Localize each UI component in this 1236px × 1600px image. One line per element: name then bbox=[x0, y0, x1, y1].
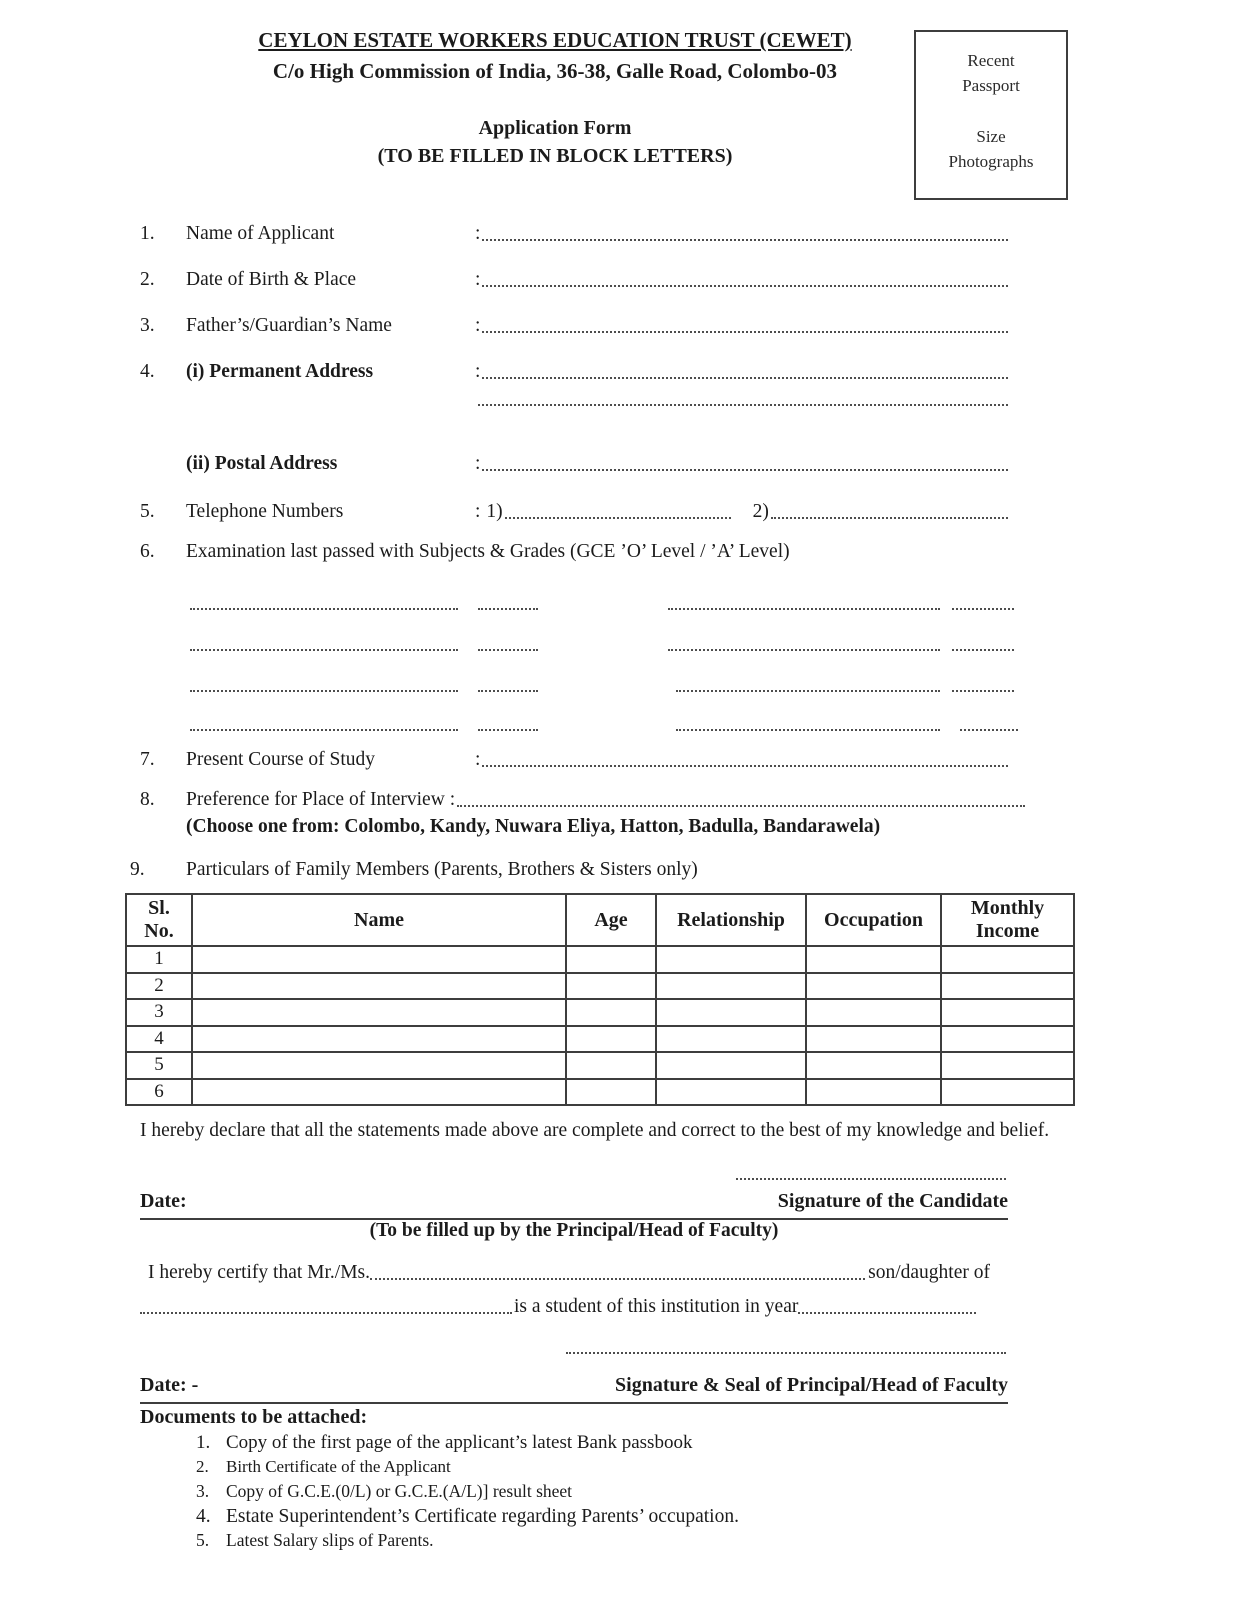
exam-grade-line bbox=[952, 649, 1014, 651]
field-row-permanent-address bbox=[140, 360, 1008, 383]
photo-box-label-recent-passport: Recent Passport bbox=[962, 51, 1020, 95]
relationship-cell bbox=[656, 973, 806, 1000]
fill-line-address-continuation bbox=[478, 404, 1008, 406]
signature-of-candidate-label: Signature of the Candidate bbox=[777, 1190, 1008, 1212]
exam-subject-line bbox=[668, 649, 940, 651]
declaration-text: I hereby declare that all the statements made above are complete and correct to the best of my knowledge and belief. bbox=[140, 1119, 1050, 1141]
exam-grade-line bbox=[478, 690, 538, 692]
document-text: Latest Salary slips of Parents. bbox=[226, 1530, 434, 1551]
field-colon: : bbox=[475, 315, 481, 336]
field-number: 9. bbox=[130, 859, 145, 880]
documents-list bbox=[196, 1432, 1036, 1555]
field-number: 1. bbox=[140, 223, 155, 244]
field-row-postal-address bbox=[140, 452, 1008, 475]
fill-line-phone-2 bbox=[771, 517, 1008, 519]
document-text: Copy of the first page of the applicant’s latest Bank passbook bbox=[226, 1432, 693, 1453]
table-row bbox=[126, 999, 1074, 1026]
document-item bbox=[196, 1506, 1036, 1531]
exam-subject-line bbox=[676, 729, 940, 731]
occupation-cell bbox=[806, 1052, 941, 1079]
fill-line bbox=[457, 805, 1025, 807]
column-header-name: Name bbox=[192, 894, 566, 946]
sl-cell: 3 bbox=[126, 999, 192, 1026]
sl-cell: 6 bbox=[126, 1079, 192, 1106]
field-colon: : bbox=[475, 269, 481, 290]
field-colon: : bbox=[475, 749, 481, 770]
age-cell bbox=[566, 1026, 656, 1053]
name-cell bbox=[192, 1052, 566, 1079]
occupation-cell bbox=[806, 999, 941, 1026]
field-label: (i) Permanent Address bbox=[186, 361, 374, 382]
income-cell bbox=[941, 1052, 1074, 1079]
principal-section-heading: (To be filled up by the Principal/Head of Faculty) bbox=[369, 1220, 779, 1241]
exam-grade-line bbox=[478, 729, 538, 731]
occupation-cell bbox=[806, 973, 941, 1000]
form-subtitle: (TO BE FILLED IN BLOCK LETTERS) bbox=[377, 145, 733, 167]
field-row-present-course bbox=[140, 748, 1008, 771]
phone-prefix-1: 1) bbox=[486, 501, 503, 522]
document-number: 3. bbox=[196, 1481, 210, 1502]
income-cell bbox=[941, 1079, 1074, 1106]
field-row-telephone-numbers bbox=[140, 500, 1008, 523]
certify-line-1 bbox=[148, 1262, 990, 1284]
name-cell bbox=[192, 1026, 566, 1053]
field-label: Examination last passed with Subjects & Grades (GCE ’O’ Level / ’A’ Level) bbox=[186, 541, 790, 562]
family-members-table bbox=[125, 893, 1075, 1106]
field-row-examination bbox=[140, 540, 1008, 563]
document-number: 1. bbox=[196, 1432, 211, 1453]
fill-line-year bbox=[798, 1312, 976, 1314]
name-cell bbox=[192, 946, 566, 973]
field-colon: : bbox=[475, 453, 481, 474]
interview-place-choices bbox=[140, 815, 1008, 838]
exam-subject-line bbox=[190, 690, 458, 692]
age-cell bbox=[566, 1052, 656, 1079]
field-colon: : bbox=[449, 789, 456, 810]
exam-subject-line bbox=[676, 690, 940, 692]
document-number: 4. bbox=[196, 1505, 211, 1527]
document-item bbox=[196, 1457, 1036, 1482]
relationship-cell bbox=[656, 1026, 806, 1053]
field-label: Telephone Numbers bbox=[186, 501, 344, 522]
certify-line-2 bbox=[140, 1296, 976, 1318]
fill-line bbox=[482, 765, 1008, 767]
document-item bbox=[196, 1481, 1036, 1506]
date-label: Date: bbox=[140, 1190, 187, 1212]
principal-signature-dotted-line bbox=[566, 1352, 1006, 1354]
table-row bbox=[126, 1052, 1074, 1079]
field-row-name-of-applicant bbox=[140, 222, 1008, 245]
sl-cell: 1 bbox=[126, 946, 192, 973]
field-label: Preference for Place of Interview bbox=[186, 789, 445, 810]
photo-box bbox=[914, 30, 1068, 200]
document-number: 5. bbox=[196, 1530, 210, 1551]
field-row-family-members bbox=[130, 858, 1008, 881]
organisation-title: CEYLON ESTATE WORKERS EDUCATION TRUST (CEWET) bbox=[258, 28, 852, 52]
field-number: 6. bbox=[140, 541, 155, 562]
occupation-cell bbox=[806, 1079, 941, 1106]
fill-line bbox=[482, 239, 1008, 241]
exam-grade-line bbox=[478, 649, 538, 651]
age-cell bbox=[566, 973, 656, 1000]
documents-heading: Documents to be attached: bbox=[140, 1406, 368, 1428]
exam-grade-line bbox=[960, 729, 1018, 731]
column-header-sl-no: Sl. No. bbox=[126, 894, 192, 946]
fill-line-student-name bbox=[370, 1278, 865, 1280]
document-item bbox=[196, 1530, 1036, 1555]
table-row bbox=[126, 1026, 1074, 1053]
name-cell bbox=[192, 1079, 566, 1106]
table-row bbox=[126, 1079, 1074, 1106]
exam-subject-line bbox=[190, 729, 458, 731]
relationship-cell bbox=[656, 1079, 806, 1106]
candidate-date-signature-row bbox=[140, 1190, 1008, 1220]
income-cell bbox=[941, 946, 1074, 973]
income-cell bbox=[941, 973, 1074, 1000]
sl-cell: 4 bbox=[126, 1026, 192, 1053]
field-label: Present Course of Study bbox=[186, 749, 376, 770]
field-number: 4. bbox=[140, 361, 155, 382]
field-colon: : bbox=[475, 223, 481, 244]
relationship-cell bbox=[656, 999, 806, 1026]
exam-grade-line bbox=[952, 608, 1014, 610]
table-header-row bbox=[126, 894, 1074, 946]
fill-line bbox=[482, 331, 1008, 333]
age-cell bbox=[566, 946, 656, 973]
relationship-cell bbox=[656, 946, 806, 973]
field-label: (ii) Postal Address bbox=[186, 453, 338, 474]
relationship-cell bbox=[656, 1052, 806, 1079]
exam-subject-line bbox=[190, 608, 458, 610]
organisation-address: C/o High Commission of India, 36-38, Galle Road, Colombo-03 bbox=[272, 59, 838, 83]
principal-date-signature-row bbox=[140, 1374, 1008, 1404]
column-header-occupation: Occupation bbox=[806, 894, 941, 946]
choices-note: (Choose one from: Colombo, Kandy, Nuwara Eliya, Hatton, Badulla, Bandarawela) bbox=[186, 816, 881, 837]
field-row-date-of-birth bbox=[140, 268, 1008, 291]
field-label: Date of Birth & Place bbox=[186, 269, 357, 290]
field-number: 2. bbox=[140, 269, 155, 290]
income-cell bbox=[941, 999, 1074, 1026]
field-label: Father’s/Guardian’s Name bbox=[186, 315, 392, 336]
fill-line bbox=[482, 285, 1008, 287]
age-cell bbox=[566, 1079, 656, 1106]
field-label: Particulars of Family Members (Parents, Brothers & Sisters only) bbox=[186, 859, 698, 880]
principal-signature-label: Signature & Seal of Principal/Head of Faculty bbox=[615, 1374, 1008, 1396]
certify-middle: son/daughter of bbox=[868, 1262, 990, 1283]
exam-subject-line bbox=[190, 649, 458, 651]
fill-line-phone-1 bbox=[505, 517, 731, 519]
sl-cell: 5 bbox=[126, 1052, 192, 1079]
sl-cell: 2 bbox=[126, 973, 192, 1000]
field-label: Name of Applicant bbox=[186, 223, 335, 244]
age-cell bbox=[566, 999, 656, 1026]
principal-date-label: Date: - bbox=[140, 1374, 199, 1396]
fill-line bbox=[482, 377, 1008, 379]
occupation-cell bbox=[806, 1026, 941, 1053]
candidate-signature-dotted-line bbox=[736, 1178, 1006, 1180]
field-number: 3. bbox=[140, 315, 155, 336]
field-number: 8. bbox=[140, 789, 155, 810]
exam-grade-line bbox=[478, 608, 538, 610]
exam-grade-line bbox=[952, 690, 1014, 692]
field-colon: : bbox=[475, 501, 481, 522]
field-number: 5. bbox=[140, 501, 155, 522]
phone-prefix-2: 2) bbox=[752, 501, 769, 522]
certify-prefix: I hereby certify that Mr./Ms. bbox=[148, 1262, 371, 1283]
column-header-relationship: Relationship bbox=[656, 894, 806, 946]
fill-line bbox=[482, 469, 1008, 471]
column-header-age: Age bbox=[566, 894, 656, 946]
field-colon: : bbox=[475, 361, 481, 382]
table-row bbox=[126, 946, 1074, 973]
field-number: 7. bbox=[140, 749, 155, 770]
document-text: Copy of G.C.E.(0/L) or G.C.E.(A/L)] result sheet bbox=[226, 1481, 573, 1502]
document-text: Birth Certificate of the Applicant bbox=[226, 1456, 451, 1476]
name-cell bbox=[192, 999, 566, 1026]
field-row-interview-place bbox=[140, 788, 1025, 811]
certify-line2-text: is a student of this institution in year bbox=[514, 1296, 799, 1317]
income-cell bbox=[941, 1026, 1074, 1053]
column-header-monthly-income: Monthly Income bbox=[941, 894, 1074, 946]
table-row bbox=[126, 973, 1074, 1000]
field-row-father-guardian-name bbox=[140, 314, 1008, 337]
name-cell bbox=[192, 973, 566, 1000]
document-number: 2. bbox=[196, 1456, 209, 1476]
photo-box-label-size-photographs: Size Photographs bbox=[948, 127, 1034, 171]
exam-subject-line bbox=[668, 608, 940, 610]
document-text: Estate Superintendent’s Certificate regarding Parents’ occupation. bbox=[226, 1505, 739, 1527]
fill-line-parent-name bbox=[140, 1312, 512, 1314]
form-header bbox=[140, 28, 970, 168]
document-item bbox=[196, 1432, 1036, 1457]
form-title: Application Form bbox=[478, 117, 632, 139]
occupation-cell bbox=[806, 946, 941, 973]
